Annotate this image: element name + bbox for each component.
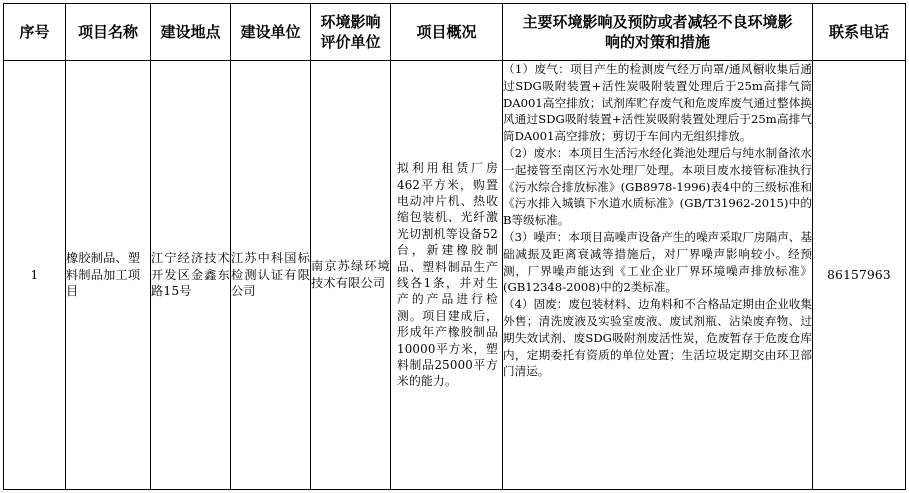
header-phone: 联系电话 [813, 4, 906, 61]
measure-water: （2）废水：本项目生活污水经化粪池处理后与纯水制备浓水一起接管至南区污水处理厂处理。本项目废水接管标准执行《污水综合排放标准》(GB8978-1996)表4中的三级标准和《污水排入城镇下水道水质标准》(GB/T31962-2015)中的B等级标准。 [503, 145, 812, 228]
cell-seq: 1 [4, 61, 66, 490]
measure-gas: （1）废气：项目产生的检测废气经万向罩/通风橱收集后通过SDG吸附装置+活性炭吸附装置处理后于25m高排气筒DA001高空排放；试剂库贮存废气和危废库废气通过整体换风通过SDG吸附装置+活性炭吸附装置处理后于25m高排气筒DA001高空排放；剪切于车间内无组织排放。 [503, 62, 812, 144]
header-project-name: 项目名称 [66, 4, 151, 61]
header-overview: 项目概况 [391, 4, 503, 61]
header-row [4, 4, 906, 61]
cell-eia-unit: 南京苏绿环境技术有限公司 [311, 61, 391, 490]
cell-overview: 拟利用租赁厂房462平方米，购置电动冲片机、热收缩包装机、光纤激光切割机等设备52台，新建橡胶制品、塑料制品生产线各1条，并对生产的产品进行检测。项目建成后，形成年产橡胶制品10000平方米，塑料制品25000平方米的能力。 [391, 61, 503, 490]
measure-noise: （3）噪声：本项目高噪声设备产生的噪声采取厂房隔声、基础减振及距离衰减等措施后，对厂界噪声影响较小。经预测，厂界噪声能达到《工业企业厂界环境噪声排放标准》(GB12348-2008)中的2类标准。 [503, 229, 812, 295]
header-measures: 主要环境影响及预防或者减轻不良环境影响的对策和措施 [503, 4, 813, 61]
project-table [3, 3, 906, 490]
table-row [4, 61, 906, 490]
header-location: 建设地点 [151, 4, 231, 61]
header-eia-unit: 环境影响评价单位 [311, 4, 391, 61]
measure-solid-waste: （4）固废：废包装材料、边角料和不合格品定期由企业收集外售；清洗废液及实验室废液、废试剂瓶、沾染废弃物、过期失效试剂、废SDG吸附剂废活性炭，危废暂存于危废仓库内，定期委托有资质的单位处置；生活垃圾定期交由环卫部门清运。 [503, 297, 812, 379]
cell-phone: 86157963 [813, 61, 906, 490]
cell-builder: 江苏中科国标检测认证有限公司 [231, 61, 311, 490]
cell-location: 江宁经济技术开发区金鑫东路15号 [151, 61, 231, 490]
header-builder: 建设单位 [231, 4, 311, 61]
header-seq: 序号 [4, 4, 66, 61]
cell-measures [503, 61, 813, 490]
cell-project-name: 橡胶制品、塑料制品加工项目 [66, 61, 151, 490]
